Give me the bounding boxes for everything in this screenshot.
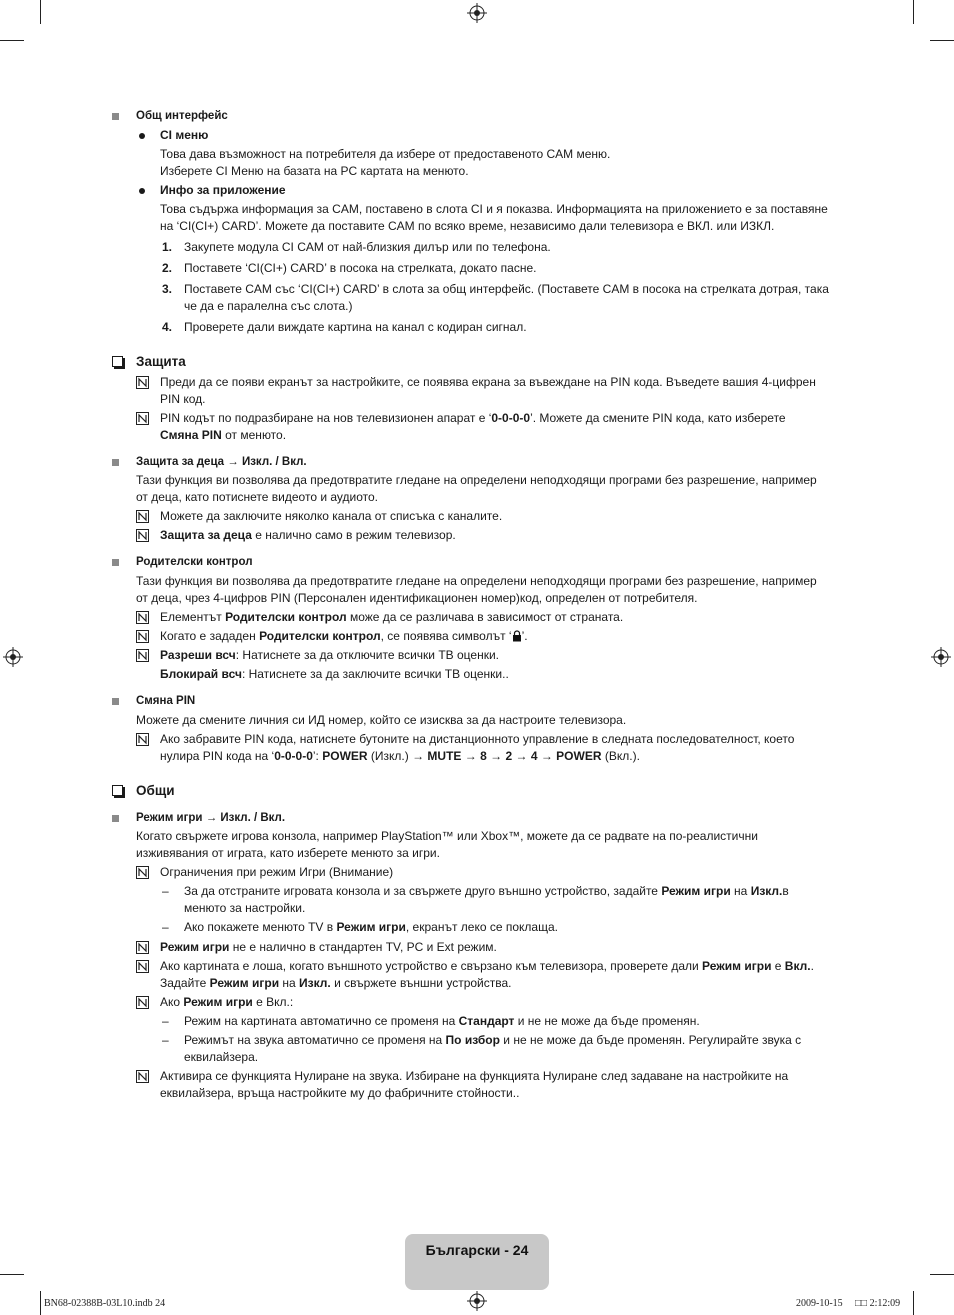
note-text-part: PIN кодът по подразбиране на нов телевизионен апарат е ‘ — [160, 411, 492, 425]
crop-mark-left-top — [0, 40, 24, 41]
note-text-bold: Разреши всч — [160, 648, 236, 662]
subsection-title: Защита за деца → Изкл. / Вкл. — [136, 456, 307, 468]
step-item — [112, 319, 842, 336]
crop-mark-right-bottom — [930, 1274, 954, 1275]
dash-text-part: За да отстраните игровата конзола и за свържете друго външно устройство, задайте — [184, 884, 662, 898]
step-text: Проверете дали виждате картина на канал с кодиран сигнал. — [184, 320, 527, 334]
section-security — [112, 353, 842, 370]
dash-text-part: и не не може да бъде променян. — [514, 1014, 700, 1028]
step-item — [112, 239, 842, 256]
note-text-part: → — [486, 749, 506, 763]
note-text-bold: POWER — [322, 749, 368, 763]
note-text — [160, 748, 842, 765]
registration-mark-icon — [931, 647, 951, 667]
dash-text-bold: Режим игри — [336, 920, 406, 934]
note-text-bold: 0-0-0-0 — [491, 411, 531, 425]
note — [112, 958, 842, 975]
dash-text: еквилайзера. — [184, 1050, 259, 1064]
note-text-part: (Изкл.) → — [367, 749, 428, 763]
note-icon — [136, 960, 149, 973]
subsection-child-lock — [112, 454, 842, 471]
dash-text — [184, 1013, 842, 1030]
note-text: Активира се функцията Нулиране на звука. Избиране на функцията Нулиране след задаване на настройките на — [160, 1069, 789, 1083]
page-content — [112, 108, 842, 1102]
note — [112, 628, 842, 645]
note-text-bold: 8 — [480, 749, 487, 763]
subsection-title: Общ интерфейс — [136, 110, 228, 122]
dash-text-part: Режимът на звука автоматично се променя на — [184, 1033, 446, 1047]
step-text: Поставете CAM със ‘CI(CI+) CARD’ в слота за общ интерфейс. (Поставете CAM в посока на стрелката дотрая, така — [184, 282, 829, 296]
subsection-game-mode — [112, 810, 842, 827]
note-text-part: → — [537, 749, 557, 763]
crop-mark-right-top — [930, 40, 954, 41]
paragraph-line: Изберете CI Меню на базата на PC картата на менюто. — [160, 164, 469, 178]
dash-text-part: Ако покажете менюто TV в — [184, 920, 337, 934]
subsection-parental-control — [112, 554, 842, 571]
note — [112, 609, 842, 626]
note-text-part: нулира PIN кода на ‘ — [160, 749, 275, 763]
section-general — [112, 782, 842, 799]
note-icon — [136, 412, 149, 425]
note-text-bold: Родителски контрол — [259, 629, 381, 643]
section-title: Общи — [136, 783, 175, 798]
note-text — [160, 958, 842, 975]
item-title: Инфо за приложение — [160, 183, 286, 197]
note-text-part: : Натиснете за да отключите всички ТВ оценки. — [235, 648, 500, 662]
registration-mark-icon — [467, 1291, 487, 1311]
crop-mark-top-right — [913, 0, 914, 24]
note-text-bold: Родителски контрол — [225, 610, 347, 624]
dash-text-part: в — [782, 884, 789, 898]
paragraph-line: Можете да смените личния си ИД номер, който се изисква за да настроите телевизора. — [136, 713, 627, 727]
note — [112, 647, 842, 664]
note-text: Ограничения при режим Игри (Внимание) — [160, 865, 394, 879]
dash-text-part: , екранът леко се поклаща. — [405, 920, 558, 934]
paragraph-line: на ‘CI(CI+) CARD’. Можете да поставите CAM по всяко време, независимо дали телевизора е ВКЛ. или ИЗКЛ. — [160, 219, 775, 233]
dash-text — [184, 883, 842, 900]
registration-mark-icon — [467, 3, 487, 23]
dash-text-part: и не не може да бъде променян. Регулирайте звука с — [499, 1033, 802, 1047]
subsection-title: Смяна PIN — [136, 695, 196, 707]
paragraph-line: Когато свържете игрова конзола, например PlayStation™ или Xbox™, можете да се радвате на по-реалистични — [136, 829, 758, 843]
step-text: че да е паралелна със слота.) — [184, 299, 353, 313]
note-text-part: Ако картината е лоша, когато външното устройство е свързано към телевизора, проверете дали — [160, 959, 703, 973]
dash-item — [112, 1013, 842, 1030]
note — [112, 374, 842, 391]
note-text-part: Задайте — [160, 976, 210, 990]
note-text-bold: Вкл. — [784, 959, 811, 973]
note-text-part: , се появява символът ‘ — [380, 629, 512, 643]
note-icon — [136, 376, 149, 389]
paragraph-line: изживявания от играта, като изберете менюто за игри. — [136, 846, 440, 860]
note-text-bold: Режим игри — [702, 959, 772, 973]
dash-text-bold: Стандарт — [458, 1014, 515, 1028]
note-icon — [136, 529, 149, 542]
subsection-title: Режим игри → Изкл. / Вкл. — [136, 812, 286, 824]
paragraph-line: Тази функция ви позволява да предотвратите гледане на определени неподходящи програми без разрешение, например — [136, 574, 817, 588]
paragraph-line: от деца, като потиснете видеото и аудиото. — [136, 490, 378, 504]
item-title: CI меню — [160, 128, 209, 142]
note-text-part: ’. — [521, 629, 528, 643]
step-item — [112, 281, 842, 298]
note-text-part: Елементът — [160, 610, 226, 624]
checkbox-square-icon — [112, 785, 123, 796]
note-text-bold: Изкл. — [299, 976, 331, 990]
note-text: Ако забравите PIN кода, натиснете бутоните на дистанционното управление в следната последователност, което — [160, 732, 795, 746]
note-text — [160, 666, 842, 683]
dash-text: менюто за настройки. — [184, 901, 306, 915]
note — [112, 731, 842, 748]
note-text-part: от менюто. — [221, 428, 287, 442]
note-text-bold: Режим игри — [209, 976, 280, 990]
note-icon — [136, 941, 149, 954]
note-icon — [136, 1070, 149, 1083]
step-number: 2. — [162, 261, 173, 275]
note-text-bold: Защита за деца — [160, 528, 252, 542]
lock-icon — [512, 630, 522, 642]
subsection-change-pin — [112, 693, 842, 710]
section-title: Защита — [136, 354, 186, 369]
print-slug-date: 2009-10-15 — [796, 1298, 843, 1309]
note-text-part: е Вкл.: — [252, 995, 294, 1009]
square-bullet-icon — [112, 815, 119, 822]
dash-bullet: – — [162, 920, 169, 934]
step-text: Закупете модула CI CAM от най-близкия дилър или по телефона. — [184, 240, 551, 254]
round-bullet-icon — [139, 188, 145, 194]
note-text-bold: 4 — [530, 749, 538, 763]
note-text-part: на — [279, 976, 300, 990]
note — [112, 410, 842, 427]
note-text-bold: Режим игри — [183, 995, 253, 1009]
dash-text-part: Режим на картината автоматично се променя на — [184, 1014, 459, 1028]
note-text-part: не е налично в стандартен TV, PC и Ext режим. — [229, 940, 497, 954]
dash-text-bold: Режим игри — [661, 884, 731, 898]
paragraph-line: Това съдържа информация за CAM, поставено в слота CI и я показва. Информацията на приложението е за поставяне — [160, 202, 828, 216]
crop-mark-bottom-left — [40, 1291, 41, 1315]
note-text: PIN код. — [160, 392, 206, 406]
note-text — [160, 975, 842, 992]
dash-text-bold: По избор — [445, 1033, 500, 1047]
square-bullet-icon — [112, 113, 119, 120]
dash-bullet: – — [162, 1033, 169, 1047]
crop-mark-top-left — [40, 0, 41, 24]
note — [112, 508, 842, 525]
dash-text-part: на — [730, 884, 751, 898]
note-text-part: Ако — [160, 995, 184, 1009]
note-text-part: → — [512, 749, 531, 763]
dash-text-bold: Изкл. — [750, 884, 783, 898]
subsection-title: Родителски контрол — [136, 556, 253, 568]
note-text: Преди да се появи екранът за настройките, се появява екрана за въвеждане на PIN кода. Въведете вашия 4-цифрен — [160, 375, 816, 389]
note-text-part: и свържете външни устройства. — [330, 976, 512, 990]
note-text-bold: MUTE — [427, 749, 462, 763]
note — [112, 527, 842, 544]
step-item — [112, 260, 842, 277]
note-icon — [136, 611, 149, 624]
note — [112, 939, 842, 956]
note-text — [160, 994, 842, 1011]
note-text-part: е — [771, 959, 785, 973]
square-bullet-icon — [112, 559, 119, 566]
dash-item — [112, 883, 842, 900]
item-app-info — [112, 182, 842, 199]
note-text-bold: 2 — [505, 749, 513, 763]
note-text — [160, 939, 842, 956]
dash-text — [184, 1032, 842, 1049]
note — [112, 994, 842, 1011]
print-slug-time: □□ 2:12:09 — [855, 1298, 901, 1309]
note-text-part: може да се различава в зависимост от страната. — [346, 610, 624, 624]
step-number: 1. — [162, 240, 173, 254]
note-text-bold: 0-0-0-0 — [274, 749, 313, 763]
step-number: 4. — [162, 320, 173, 334]
note-text-part: Когато е зададен — [160, 629, 260, 643]
note-text: Можете да заключите няколко канала от списъка с каналите. — [160, 509, 503, 523]
note-text-bold: Блокирай всч — [160, 667, 242, 681]
print-slug-file: BN68-02388B-03L10.indb 24 — [44, 1298, 166, 1309]
dash-bullet: – — [162, 884, 169, 898]
note-icon — [136, 996, 149, 1009]
note-text — [160, 527, 842, 544]
step-text: Поставете ‘CI(CI+) CARD’ в посока на стрелката, докато пасне. — [184, 261, 537, 275]
crop-mark-bottom-right — [913, 1291, 914, 1315]
note-text-part: . — [810, 959, 814, 973]
note-text — [160, 410, 842, 427]
page-number-label: Български - 24 — [425, 1242, 529, 1258]
dash-bullet: – — [162, 1014, 169, 1028]
crop-mark-left-bottom — [0, 1274, 24, 1275]
note-text — [160, 609, 842, 626]
dash-item — [112, 1032, 842, 1049]
note-text-part: е налично само в режим телевизор. — [251, 528, 456, 542]
square-bullet-icon — [112, 459, 119, 466]
note-text: еквилайзера, връща настройките му до фабричните стойности.. — [160, 1086, 520, 1100]
round-bullet-icon — [139, 133, 145, 139]
subsection-common-interface — [112, 108, 842, 125]
note-text-bold: Смяна PIN — [160, 428, 222, 442]
item-ci-menu — [112, 127, 842, 144]
note-text-part: ’. Можете да смените PIN кода, като изберете — [530, 411, 786, 425]
registration-mark-icon — [3, 647, 23, 667]
dash-item — [112, 919, 842, 936]
note-icon — [136, 733, 149, 746]
note-text-part: → — [461, 749, 481, 763]
note-text-bold: POWER — [556, 749, 602, 763]
paragraph-line: от деца, чрез 4-цифров PIN (Персонален идентификационен номер)код, определен от потребителя. — [136, 591, 698, 605]
note — [112, 864, 842, 881]
paragraph-line: Това дава възможност на потребителя да избере от предоставеното CAM меню. — [160, 147, 611, 161]
note-text-bold: Режим игри — [160, 940, 230, 954]
note-text — [160, 628, 842, 645]
step-number: 3. — [162, 282, 173, 296]
note-text — [160, 647, 842, 664]
square-bullet-icon — [112, 698, 119, 705]
note-text-part: ’: — [312, 749, 323, 763]
note-icon — [136, 649, 149, 662]
note — [112, 1068, 842, 1085]
note-icon — [136, 866, 149, 879]
checkbox-square-icon — [112, 356, 123, 367]
note-icon — [136, 510, 149, 523]
note-text — [160, 427, 842, 444]
note-icon — [136, 630, 149, 643]
paragraph-line: Тази функция ви позволява да предотвратите гледане на определени неподходящи програми без разрешение, например — [136, 473, 817, 487]
dash-text — [184, 919, 842, 936]
note-text-part: : Натиснете за да заключите всички ТВ оценки.. — [241, 667, 509, 681]
note-text-part: (Вкл.). — [601, 749, 640, 763]
